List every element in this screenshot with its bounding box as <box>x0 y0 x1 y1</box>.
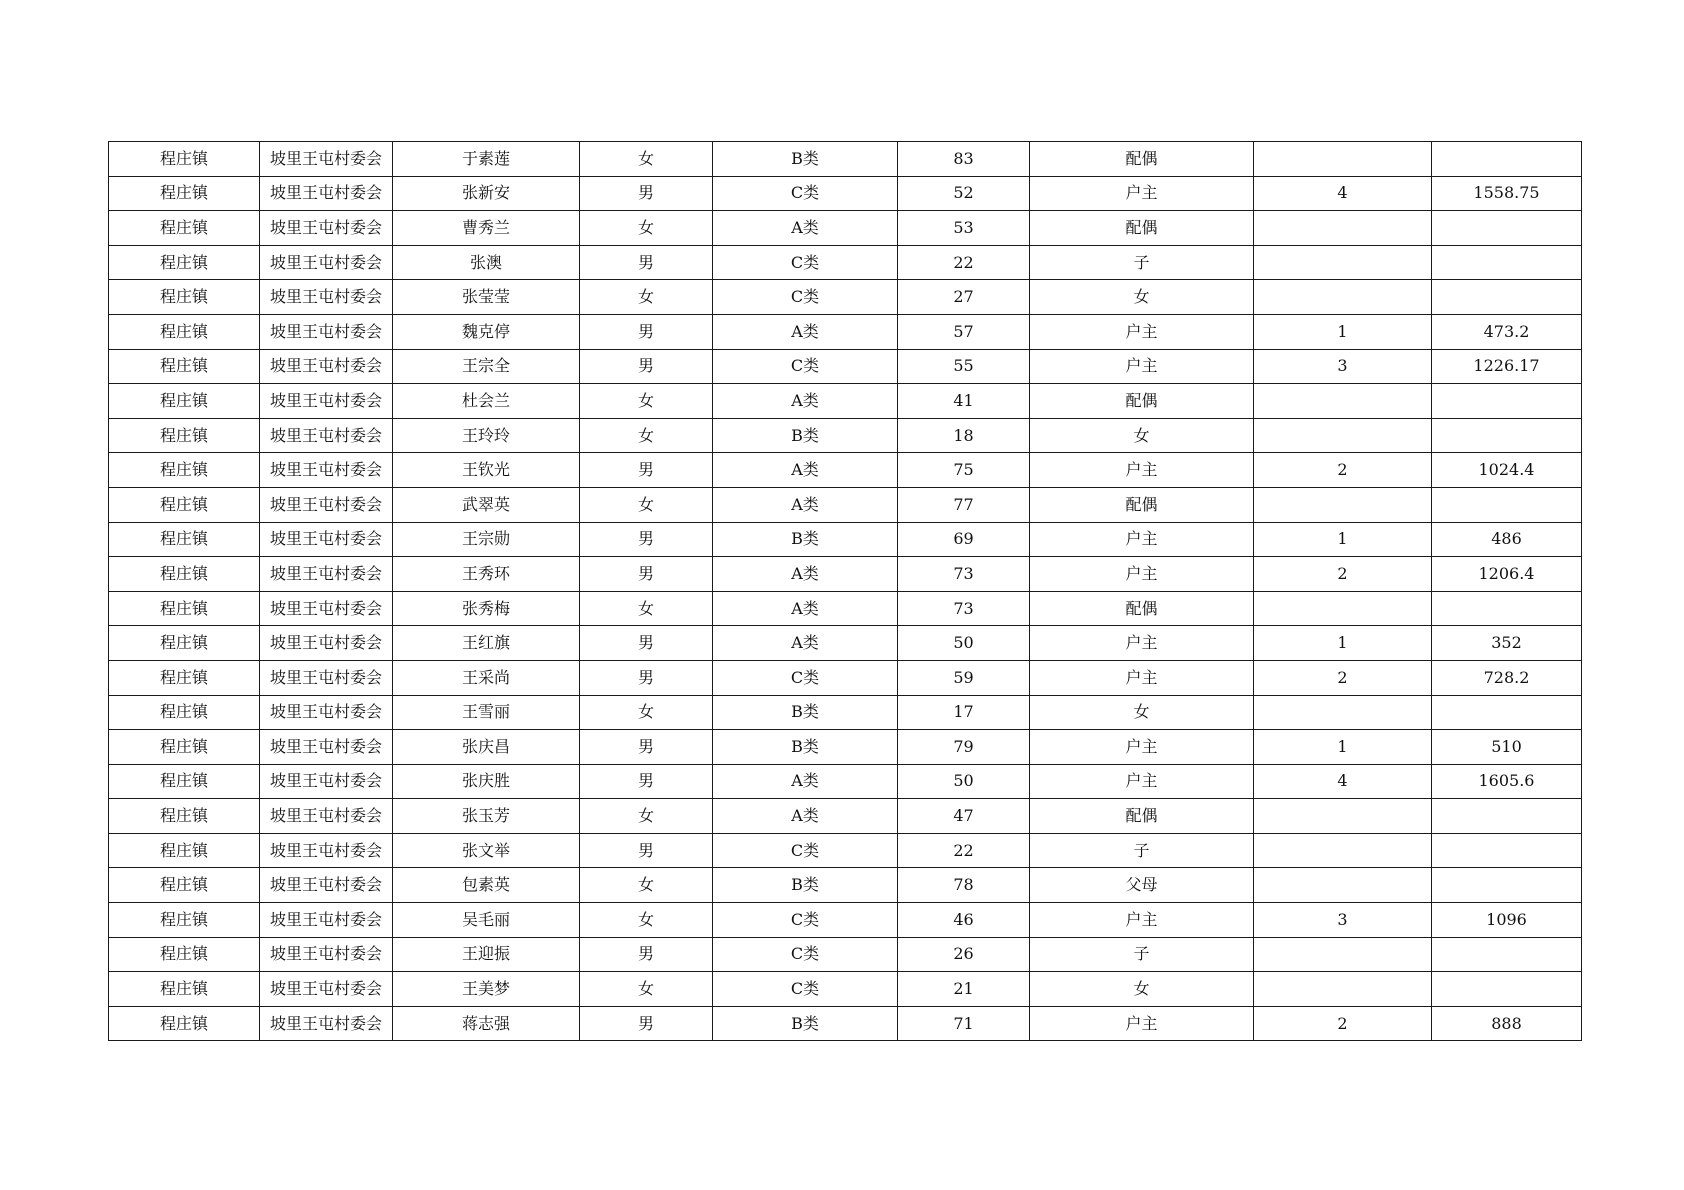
category-cell: C类 <box>713 280 898 315</box>
name-cell: 于素莲 <box>393 142 580 177</box>
household-size-cell: 2 <box>1254 557 1432 592</box>
table-row <box>109 799 1582 834</box>
name-cell: 王采尚 <box>393 660 580 695</box>
household-size-cell <box>1254 799 1432 834</box>
table-row <box>109 660 1582 695</box>
household-size-cell: 3 <box>1254 349 1432 384</box>
amount-cell: 1558.75 <box>1432 176 1582 211</box>
category-cell: B类 <box>713 1006 898 1041</box>
household-size-cell: 1 <box>1254 626 1432 661</box>
amount-cell: 1226.17 <box>1432 349 1582 384</box>
relationship-cell: 女 <box>1030 972 1254 1007</box>
name-cell: 包素英 <box>393 868 580 903</box>
relationship-cell: 子 <box>1030 245 1254 280</box>
amount-cell: 1096 <box>1432 903 1582 938</box>
age-cell: 22 <box>898 833 1030 868</box>
village-committee-cell: 坡里王屯村委会 <box>260 937 393 972</box>
amount-cell: 510 <box>1432 730 1582 765</box>
category-cell: A类 <box>713 384 898 419</box>
relationship-cell: 户主 <box>1030 314 1254 349</box>
name-cell: 张莹莹 <box>393 280 580 315</box>
household-size-cell <box>1254 418 1432 453</box>
name-cell: 王玲玲 <box>393 418 580 453</box>
age-cell: 78 <box>898 868 1030 903</box>
gender-cell: 男 <box>580 764 713 799</box>
town-cell: 程庄镇 <box>109 799 260 834</box>
name-cell: 张玉芳 <box>393 799 580 834</box>
relationship-cell: 配偶 <box>1030 142 1254 177</box>
table-row <box>109 418 1582 453</box>
gender-cell: 女 <box>580 142 713 177</box>
household-size-cell <box>1254 972 1432 1007</box>
village-committee-cell: 坡里王屯村委会 <box>260 176 393 211</box>
age-cell: 17 <box>898 695 1030 730</box>
amount-cell <box>1432 384 1582 419</box>
gender-cell: 女 <box>580 972 713 1007</box>
table-row <box>109 730 1582 765</box>
relationship-cell: 女 <box>1030 280 1254 315</box>
age-cell: 55 <box>898 349 1030 384</box>
name-cell: 吴毛丽 <box>393 903 580 938</box>
village-committee-cell: 坡里王屯村委会 <box>260 384 393 419</box>
table-row <box>109 937 1582 972</box>
village-committee-cell: 坡里王屯村委会 <box>260 245 393 280</box>
gender-cell: 男 <box>580 626 713 661</box>
name-cell: 武翠英 <box>393 487 580 522</box>
village-committee-cell: 坡里王屯村委会 <box>260 453 393 488</box>
gender-cell: 女 <box>580 384 713 419</box>
relationship-cell: 户主 <box>1030 557 1254 592</box>
age-cell: 57 <box>898 314 1030 349</box>
town-cell: 程庄镇 <box>109 591 260 626</box>
roster-table <box>108 141 1582 1041</box>
amount-cell <box>1432 211 1582 246</box>
amount-cell: 352 <box>1432 626 1582 661</box>
name-cell: 张庆胜 <box>393 764 580 799</box>
amount-cell: 486 <box>1432 522 1582 557</box>
village-committee-cell: 坡里王屯村委会 <box>260 972 393 1007</box>
category-cell: C类 <box>713 245 898 280</box>
village-committee-cell: 坡里王屯村委会 <box>260 591 393 626</box>
town-cell: 程庄镇 <box>109 868 260 903</box>
amount-cell <box>1432 868 1582 903</box>
town-cell: 程庄镇 <box>109 211 260 246</box>
amount-cell: 728.2 <box>1432 660 1582 695</box>
category-cell: C类 <box>713 176 898 211</box>
name-cell: 王迎振 <box>393 937 580 972</box>
relationship-cell: 配偶 <box>1030 487 1254 522</box>
table-row <box>109 384 1582 419</box>
gender-cell: 男 <box>580 176 713 211</box>
village-committee-cell: 坡里王屯村委会 <box>260 1006 393 1041</box>
relationship-cell: 女 <box>1030 418 1254 453</box>
category-cell: A类 <box>713 487 898 522</box>
age-cell: 73 <box>898 591 1030 626</box>
relationship-cell: 户主 <box>1030 764 1254 799</box>
relationship-cell: 户主 <box>1030 453 1254 488</box>
age-cell: 22 <box>898 245 1030 280</box>
gender-cell: 男 <box>580 833 713 868</box>
name-cell: 魏克停 <box>393 314 580 349</box>
gender-cell: 女 <box>580 280 713 315</box>
amount-cell <box>1432 937 1582 972</box>
town-cell: 程庄镇 <box>109 937 260 972</box>
gender-cell: 女 <box>580 211 713 246</box>
village-committee-cell: 坡里王屯村委会 <box>260 730 393 765</box>
town-cell: 程庄镇 <box>109 453 260 488</box>
village-committee-cell: 坡里王屯村委会 <box>260 903 393 938</box>
village-committee-cell: 坡里王屯村委会 <box>260 142 393 177</box>
household-size-cell <box>1254 384 1432 419</box>
age-cell: 77 <box>898 487 1030 522</box>
village-committee-cell: 坡里王屯村委会 <box>260 280 393 315</box>
town-cell: 程庄镇 <box>109 487 260 522</box>
village-committee-cell: 坡里王屯村委会 <box>260 660 393 695</box>
household-size-cell <box>1254 591 1432 626</box>
relationship-cell: 户主 <box>1030 660 1254 695</box>
relationship-cell: 女 <box>1030 695 1254 730</box>
town-cell: 程庄镇 <box>109 314 260 349</box>
age-cell: 75 <box>898 453 1030 488</box>
name-cell: 张庆昌 <box>393 730 580 765</box>
amount-cell <box>1432 799 1582 834</box>
age-cell: 26 <box>898 937 1030 972</box>
gender-cell: 男 <box>580 349 713 384</box>
town-cell: 程庄镇 <box>109 557 260 592</box>
household-size-cell <box>1254 245 1432 280</box>
town-cell: 程庄镇 <box>109 626 260 661</box>
household-size-cell: 1 <box>1254 314 1432 349</box>
household-size-cell <box>1254 695 1432 730</box>
table-row <box>109 245 1582 280</box>
relationship-cell: 配偶 <box>1030 799 1254 834</box>
category-cell: B类 <box>713 142 898 177</box>
village-committee-cell: 坡里王屯村委会 <box>260 799 393 834</box>
gender-cell: 女 <box>580 903 713 938</box>
relationship-cell: 配偶 <box>1030 384 1254 419</box>
gender-cell: 男 <box>580 557 713 592</box>
age-cell: 50 <box>898 764 1030 799</box>
category-cell: C类 <box>713 833 898 868</box>
age-cell: 47 <box>898 799 1030 834</box>
village-committee-cell: 坡里王屯村委会 <box>260 868 393 903</box>
town-cell: 程庄镇 <box>109 660 260 695</box>
household-size-cell <box>1254 211 1432 246</box>
gender-cell: 男 <box>580 314 713 349</box>
household-size-cell: 2 <box>1254 453 1432 488</box>
age-cell: 27 <box>898 280 1030 315</box>
table-row <box>109 903 1582 938</box>
town-cell: 程庄镇 <box>109 972 260 1007</box>
village-committee-cell: 坡里王屯村委会 <box>260 764 393 799</box>
village-committee-cell: 坡里王屯村委会 <box>260 349 393 384</box>
table-row <box>109 868 1582 903</box>
category-cell: A类 <box>713 211 898 246</box>
village-committee-cell: 坡里王屯村委会 <box>260 557 393 592</box>
name-cell: 杜会兰 <box>393 384 580 419</box>
name-cell: 张新安 <box>393 176 580 211</box>
town-cell: 程庄镇 <box>109 384 260 419</box>
name-cell: 曹秀兰 <box>393 211 580 246</box>
category-cell: A类 <box>713 764 898 799</box>
amount-cell <box>1432 280 1582 315</box>
household-size-cell: 1 <box>1254 522 1432 557</box>
relationship-cell: 户主 <box>1030 349 1254 384</box>
gender-cell: 女 <box>580 695 713 730</box>
age-cell: 73 <box>898 557 1030 592</box>
table-row <box>109 591 1582 626</box>
household-size-cell: 2 <box>1254 660 1432 695</box>
town-cell: 程庄镇 <box>109 418 260 453</box>
table-row <box>109 695 1582 730</box>
town-cell: 程庄镇 <box>109 903 260 938</box>
relationship-cell: 户主 <box>1030 176 1254 211</box>
gender-cell: 男 <box>580 730 713 765</box>
age-cell: 79 <box>898 730 1030 765</box>
village-committee-cell: 坡里王屯村委会 <box>260 626 393 661</box>
age-cell: 50 <box>898 626 1030 661</box>
village-committee-cell: 坡里王屯村委会 <box>260 487 393 522</box>
name-cell: 王宗勋 <box>393 522 580 557</box>
gender-cell: 女 <box>580 591 713 626</box>
category-cell: C类 <box>713 937 898 972</box>
name-cell: 王红旗 <box>393 626 580 661</box>
category-cell: B类 <box>713 868 898 903</box>
town-cell: 程庄镇 <box>109 730 260 765</box>
roster-table-body <box>109 142 1582 1041</box>
gender-cell: 男 <box>580 660 713 695</box>
household-size-cell: 4 <box>1254 176 1432 211</box>
relationship-cell: 户主 <box>1030 730 1254 765</box>
age-cell: 71 <box>898 1006 1030 1041</box>
relationship-cell: 子 <box>1030 833 1254 868</box>
amount-cell: 1605.6 <box>1432 764 1582 799</box>
table-row <box>109 453 1582 488</box>
relationship-cell: 子 <box>1030 937 1254 972</box>
gender-cell: 男 <box>580 1006 713 1041</box>
village-committee-cell: 坡里王屯村委会 <box>260 418 393 453</box>
table-row <box>109 833 1582 868</box>
village-committee-cell: 坡里王屯村委会 <box>260 695 393 730</box>
village-committee-cell: 坡里王屯村委会 <box>260 833 393 868</box>
category-cell: B类 <box>713 522 898 557</box>
name-cell: 王美梦 <box>393 972 580 1007</box>
household-size-cell <box>1254 833 1432 868</box>
table-row <box>109 557 1582 592</box>
town-cell: 程庄镇 <box>109 522 260 557</box>
town-cell: 程庄镇 <box>109 833 260 868</box>
town-cell: 程庄镇 <box>109 176 260 211</box>
relationship-cell: 父母 <box>1030 868 1254 903</box>
name-cell: 王雪丽 <box>393 695 580 730</box>
amount-cell <box>1432 418 1582 453</box>
table-row <box>109 522 1582 557</box>
age-cell: 41 <box>898 384 1030 419</box>
amount-cell: 473.2 <box>1432 314 1582 349</box>
age-cell: 18 <box>898 418 1030 453</box>
household-size-cell <box>1254 868 1432 903</box>
household-size-cell: 1 <box>1254 730 1432 765</box>
household-size-cell: 3 <box>1254 903 1432 938</box>
category-cell: C类 <box>713 972 898 1007</box>
relationship-cell: 户主 <box>1030 903 1254 938</box>
gender-cell: 男 <box>580 453 713 488</box>
age-cell: 53 <box>898 211 1030 246</box>
town-cell: 程庄镇 <box>109 245 260 280</box>
table-row <box>109 972 1582 1007</box>
household-size-cell <box>1254 280 1432 315</box>
name-cell: 张秀梅 <box>393 591 580 626</box>
age-cell: 46 <box>898 903 1030 938</box>
amount-cell: 1206.4 <box>1432 557 1582 592</box>
category-cell: A类 <box>713 799 898 834</box>
category-cell: B类 <box>713 730 898 765</box>
category-cell: C类 <box>713 660 898 695</box>
category-cell: A类 <box>713 453 898 488</box>
age-cell: 59 <box>898 660 1030 695</box>
table-row <box>109 314 1582 349</box>
gender-cell: 女 <box>580 868 713 903</box>
gender-cell: 男 <box>580 937 713 972</box>
table-row <box>109 626 1582 661</box>
relationship-cell: 配偶 <box>1030 211 1254 246</box>
town-cell: 程庄镇 <box>109 280 260 315</box>
table-row <box>109 349 1582 384</box>
category-cell: C类 <box>713 349 898 384</box>
village-committee-cell: 坡里王屯村委会 <box>260 211 393 246</box>
category-cell: A类 <box>713 557 898 592</box>
category-cell: B类 <box>713 418 898 453</box>
table-row <box>109 142 1582 177</box>
name-cell: 张文举 <box>393 833 580 868</box>
household-size-cell: 2 <box>1254 1006 1432 1041</box>
relationship-cell: 配偶 <box>1030 591 1254 626</box>
age-cell: 52 <box>898 176 1030 211</box>
amount-cell: 1024.4 <box>1432 453 1582 488</box>
amount-cell <box>1432 695 1582 730</box>
name-cell: 蒋志强 <box>393 1006 580 1041</box>
amount-cell <box>1432 972 1582 1007</box>
amount-cell <box>1432 487 1582 522</box>
town-cell: 程庄镇 <box>109 1006 260 1041</box>
name-cell: 王秀环 <box>393 557 580 592</box>
category-cell: B类 <box>713 695 898 730</box>
category-cell: A类 <box>713 626 898 661</box>
age-cell: 21 <box>898 972 1030 1007</box>
household-size-cell <box>1254 142 1432 177</box>
relationship-cell: 户主 <box>1030 522 1254 557</box>
name-cell: 王宗全 <box>393 349 580 384</box>
category-cell: A类 <box>713 314 898 349</box>
town-cell: 程庄镇 <box>109 695 260 730</box>
household-size-cell <box>1254 487 1432 522</box>
gender-cell: 女 <box>580 418 713 453</box>
age-cell: 69 <box>898 522 1030 557</box>
amount-cell <box>1432 591 1582 626</box>
amount-cell: 888 <box>1432 1006 1582 1041</box>
category-cell: A类 <box>713 591 898 626</box>
name-cell: 张澳 <box>393 245 580 280</box>
table-row <box>109 764 1582 799</box>
amount-cell <box>1432 245 1582 280</box>
table-row <box>109 176 1582 211</box>
age-cell: 83 <box>898 142 1030 177</box>
gender-cell: 女 <box>580 799 713 834</box>
village-committee-cell: 坡里王屯村委会 <box>260 314 393 349</box>
category-cell: C类 <box>713 903 898 938</box>
town-cell: 程庄镇 <box>109 349 260 384</box>
table-row <box>109 487 1582 522</box>
gender-cell: 女 <box>580 487 713 522</box>
amount-cell <box>1432 142 1582 177</box>
town-cell: 程庄镇 <box>109 142 260 177</box>
relationship-cell: 户主 <box>1030 626 1254 661</box>
table-row <box>109 1006 1582 1041</box>
table-row <box>109 211 1582 246</box>
household-size-cell <box>1254 937 1432 972</box>
household-size-cell: 4 <box>1254 764 1432 799</box>
gender-cell: 男 <box>580 245 713 280</box>
relationship-cell: 户主 <box>1030 1006 1254 1041</box>
village-committee-cell: 坡里王屯村委会 <box>260 522 393 557</box>
amount-cell <box>1432 833 1582 868</box>
gender-cell: 男 <box>580 522 713 557</box>
name-cell: 王钦光 <box>393 453 580 488</box>
table-row <box>109 280 1582 315</box>
town-cell: 程庄镇 <box>109 764 260 799</box>
